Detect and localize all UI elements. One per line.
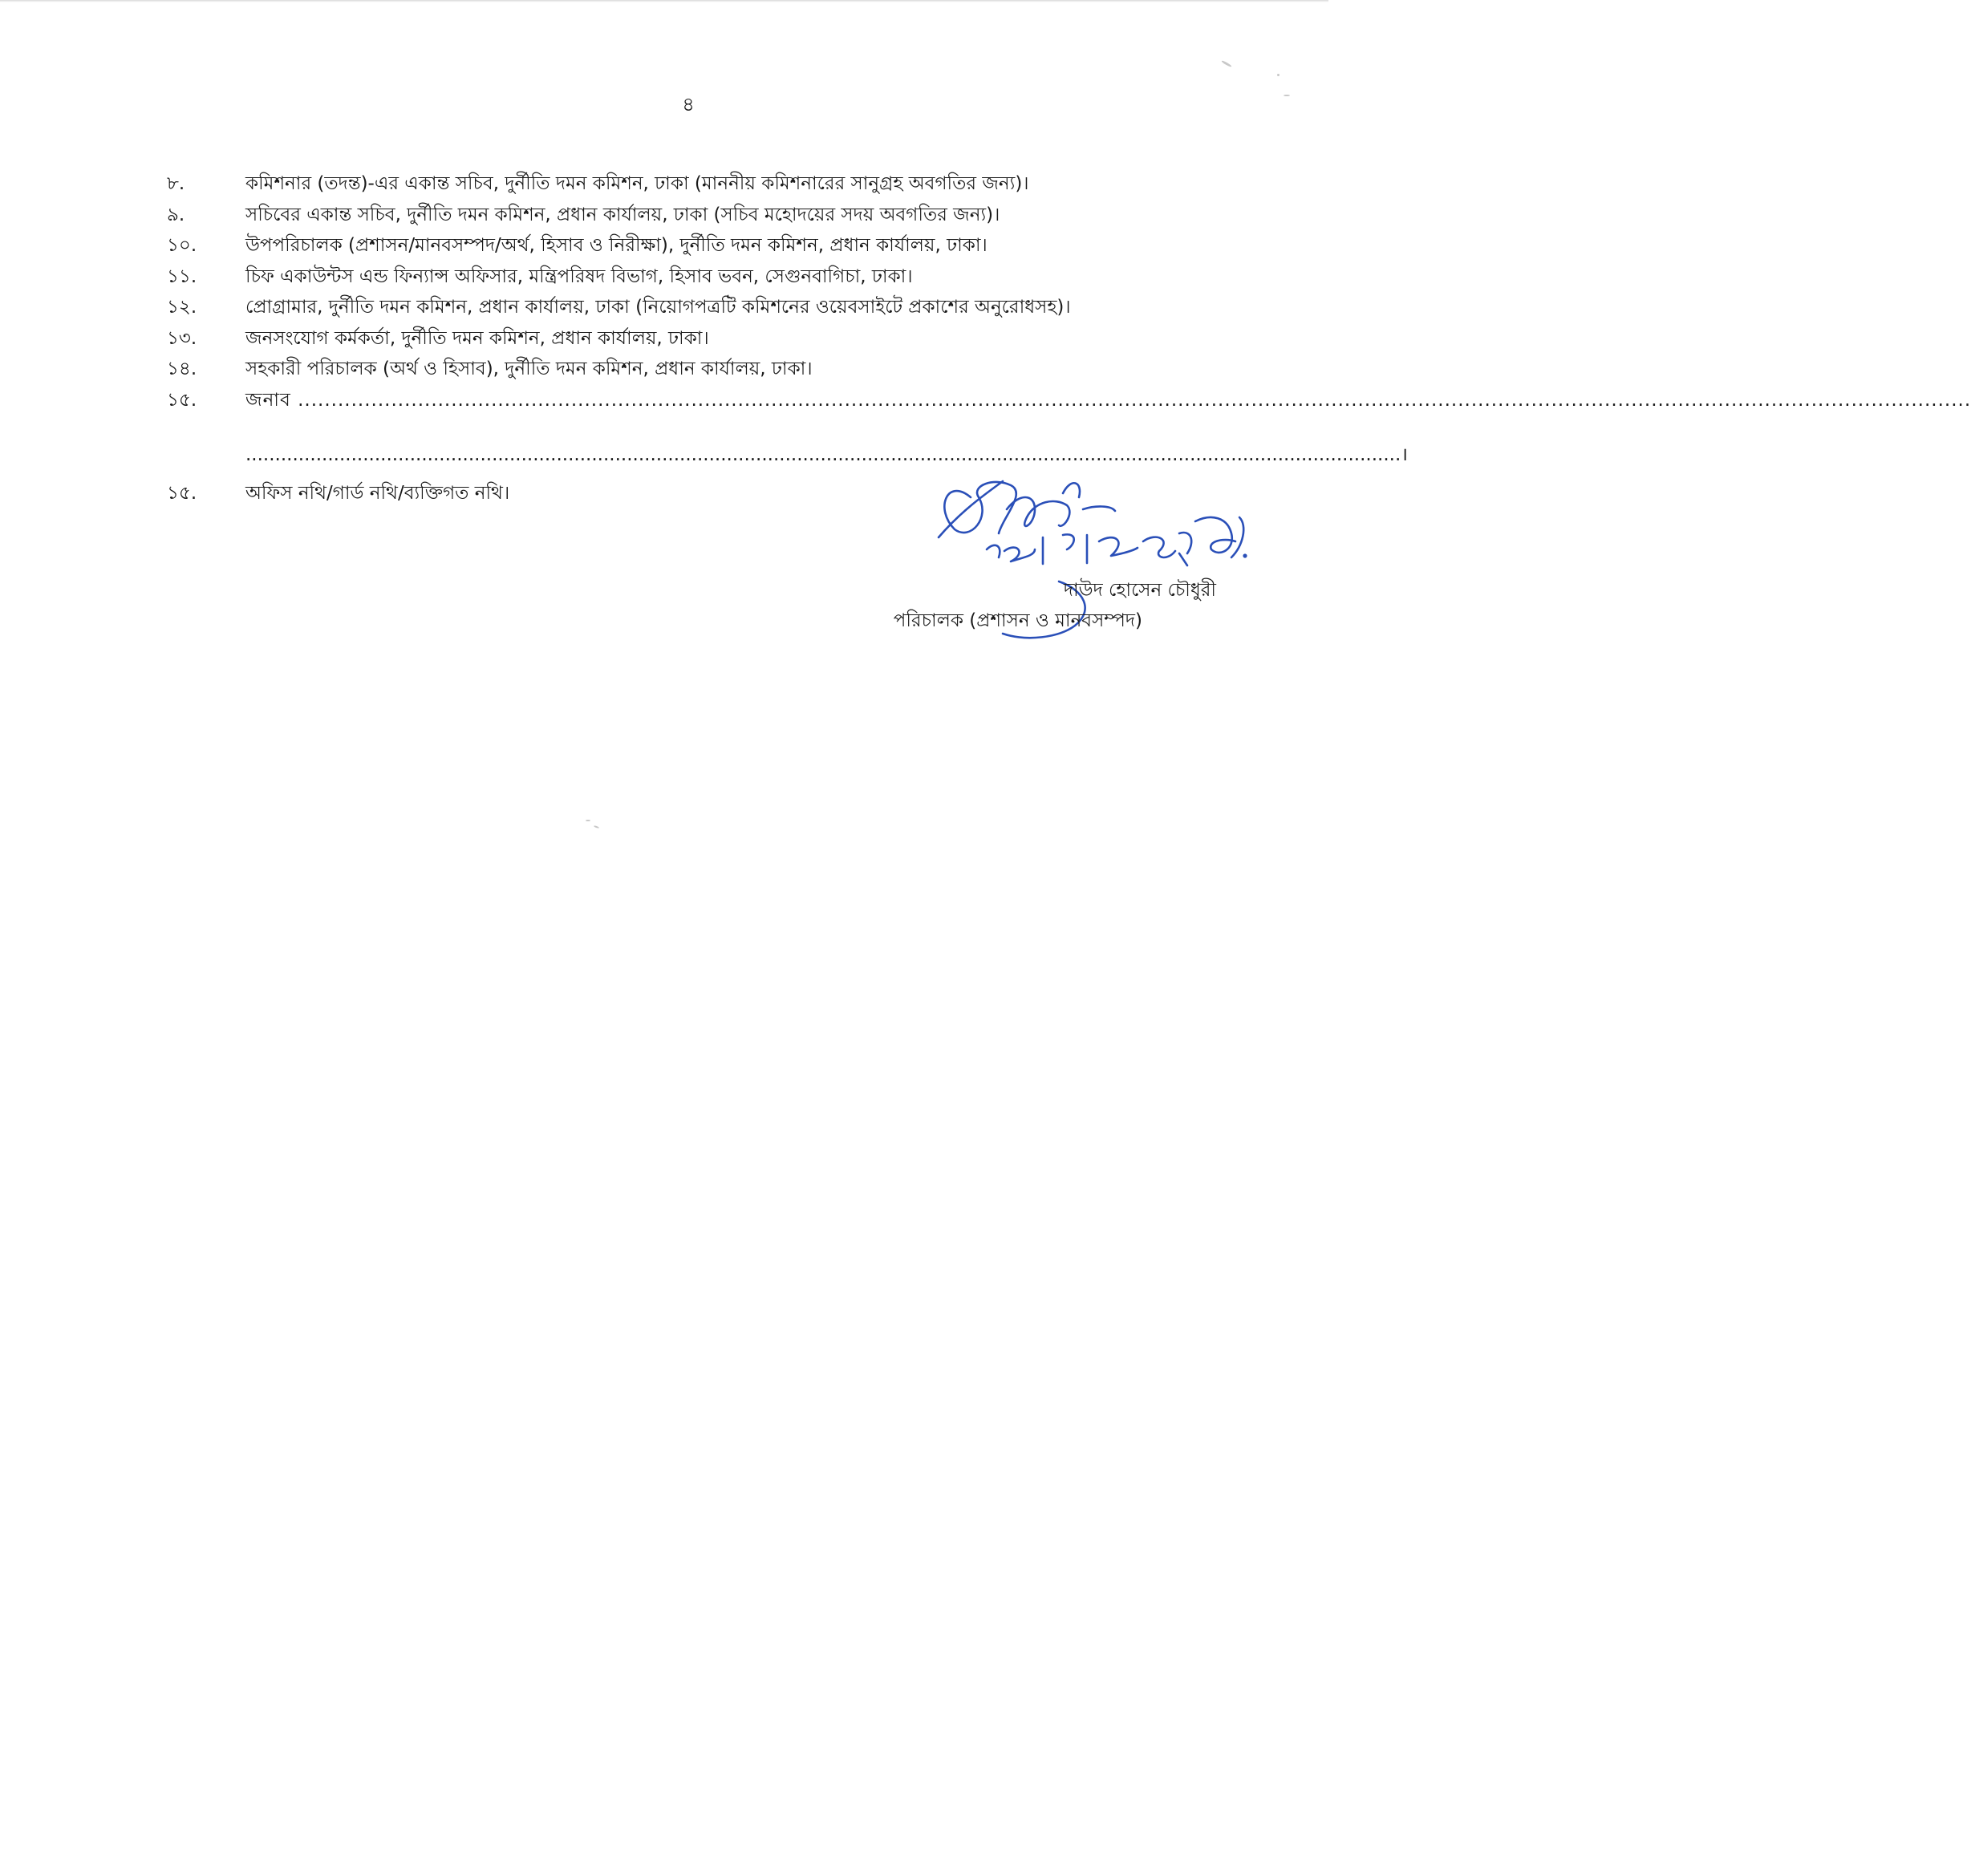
recipient-dots: ...........................................................................................................................................................................................................................................................: [298, 389, 1971, 411]
signature-stroke: [1143, 533, 1191, 565]
list-item: [167, 200, 1170, 231]
list-item-text: প্রোগ্রামার, দুর্নীতি দমন কমিশন, প্রধান কার্যালয়, ঢাকা (নিয়োগপত্রটি কমিশনের ওয়েবসাইটে প্রকাশের অনুরোধসহ)।: [245, 297, 1071, 318]
list-item: [167, 323, 1170, 355]
scan-speck: [586, 820, 590, 821]
list-item-number: ১১.: [167, 265, 197, 287]
scan-edge: [0, 0, 1328, 2]
recipient-continuation: .....................................................................................................................................................................................................।: [245, 444, 1408, 465]
list-item-number: ১২.: [167, 297, 197, 318]
recipient-row: [167, 385, 1971, 416]
scan-speck: [1221, 60, 1232, 68]
list-item: [167, 354, 1170, 385]
list-item-text: উপপরিচালক (প্রশাসন/মানবসম্পদ/অর্থ, হিসাব ও নিরীক্ষা), দুর্নীতি দমন কমিশন, প্রধান কার্যালয়, ঢাকা।: [245, 235, 988, 256]
recipient-number: ১৫.: [167, 389, 197, 411]
list-item-text: চিফ একাউন্টস এন্ড ফিন্যান্স অফিসার, মন্ত্রিপরিষদ বিভাগ, হিসাব ভবন, সেগুনবাগিচা, ঢাকা।: [245, 265, 913, 287]
list-item: [167, 292, 1170, 323]
list-item-text: সচিবের একান্ত সচিব, দুর্নীতি দমন কমিশন, প্রধান কার্যালয়, ঢাকা (সচিব মহোদয়ের সদয় অবগতির জন্য)।: [245, 204, 1000, 225]
signatory-name: দাউদ হোসেন চৌধুরী: [1063, 580, 1216, 601]
recipient-blank: [245, 385, 1971, 415]
signature-stroke: [987, 545, 1035, 561]
list-item-number: ৯.: [167, 204, 185, 225]
list-item: [167, 168, 1170, 200]
list-item-number: ১৪.: [167, 359, 197, 379]
scan-speck: [594, 825, 599, 829]
list-item-number: ৮.: [167, 173, 185, 194]
list-item: [167, 230, 1170, 261]
signature-stroke: [1195, 517, 1235, 553]
scan-speck: [1277, 74, 1280, 76]
signature-stroke: [1063, 483, 1115, 511]
signatory-designation: পরিচালক (প্রশাসন ও মানবসম্পদ): [893, 610, 1142, 631]
signature-dot: [1243, 553, 1247, 557]
recipient-label: জনাব: [245, 389, 291, 411]
list-item-number: ১৩.: [167, 327, 197, 349]
list-item-text: কমিশনার (তদন্ত)-এর একান্ত সচিব, দুর্নীতি দমন কমিশন, ঢাকা (মাননীয় কমিশনারের সানুগ্রহ অবগতির জন্য)।: [245, 173, 1029, 194]
distribution-list: [167, 168, 1971, 415]
signature-stroke: [1007, 497, 1069, 526]
file-row-number: ১৫.: [167, 483, 197, 504]
signature-stroke: [1099, 537, 1138, 556]
file-row-text: অফিস নথি/গার্ড নথি/ব্যক্তিগত নথি।: [245, 483, 510, 504]
list-item-text: জনসংযোগ কর্মকর্তা, দুর্নীতি দমন কমিশন, প্রধান কার্যালয়, ঢাকা।: [245, 327, 709, 349]
list-item: [167, 261, 1170, 293]
signature-stroke: [944, 482, 1016, 533]
list-item-number: ১০.: [167, 235, 197, 256]
page-number: ৪: [682, 93, 695, 115]
list-item-text: সহকারী পরিচালক (অর্থ ও হিসাব), দুর্নীতি দমন কমিশন, প্রধান কার্যালয়, ঢাকা।: [245, 359, 813, 379]
signature-stroke: [939, 481, 1003, 537]
signature-stroke: [1231, 517, 1243, 557]
signature-stroke: [1043, 534, 1087, 564]
scan-speck: [1284, 95, 1290, 96]
